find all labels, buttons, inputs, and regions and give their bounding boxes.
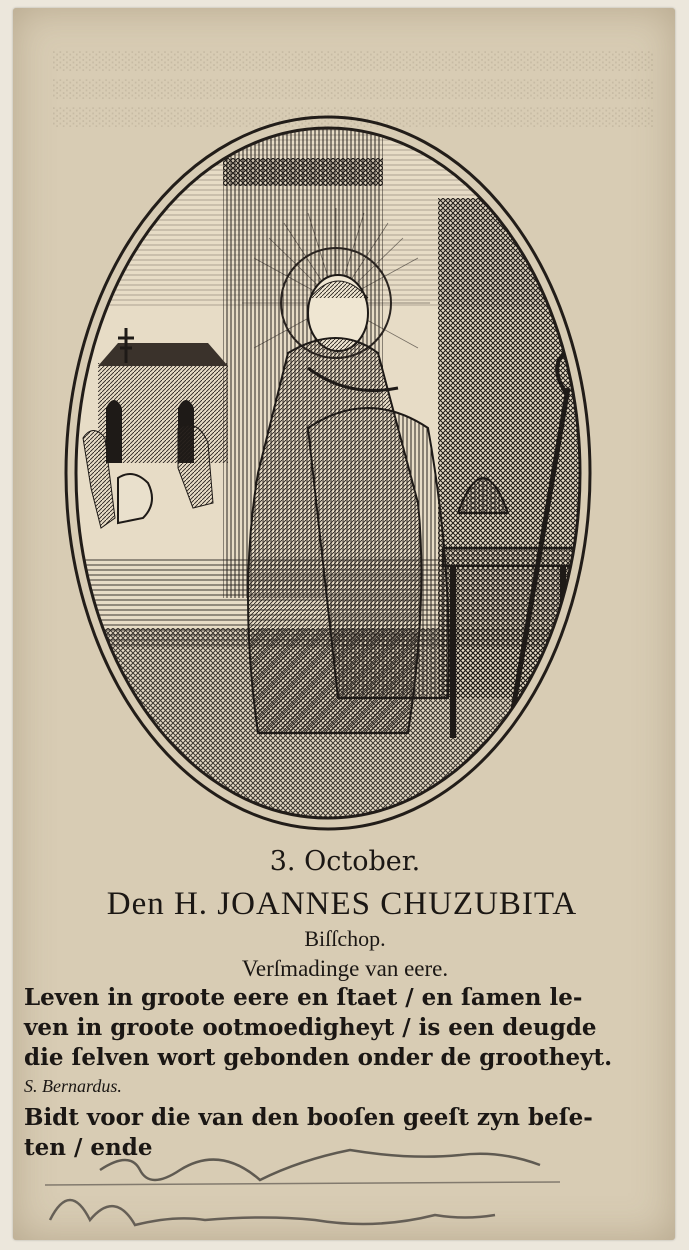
text-line: ven in groote ootmoedigheyt / is een deugde — [24, 1014, 597, 1041]
handwritten-signature — [40, 1130, 600, 1240]
saint-rank: Biſſchop. — [304, 926, 386, 951]
source-attribution: S. Bernardus. — [24, 1076, 122, 1096]
feast-date: 3. October. — [269, 846, 421, 877]
text-line: die ſelven wort gebonden onder de grootheyt. — [24, 1044, 613, 1071]
virtue-heading: Verſmadinge van eere. — [241, 956, 449, 981]
saint-engraving — [58, 108, 598, 838]
saint-name: Den H. JOANNES CHUZUBITA — [106, 886, 578, 922]
prayer-line: ten / ende — [24, 1134, 153, 1161]
bleed-through-texture: ░░░░░░░░░░░░░░░░░░░░░░░░░░░░░░░░░░░░░░░░░░░░░░ ░░░░░░░░░░░░░░░░░░░░░░░░░░░░░░░░░░░░░░░░░░░░░░ ░░░░░░░░░░░░░░░░░░░░░░░░░░░░░░░░░░░░░░░░░░░░░░ — [53, 52, 655, 128]
table — [443, 548, 583, 566]
text-line: Leven in groote eere en ſtaet / en ſamen le- — [24, 984, 583, 1011]
prayer-line: Bidt voor die van den booſen geeſt zyn beſe- — [24, 1104, 593, 1131]
